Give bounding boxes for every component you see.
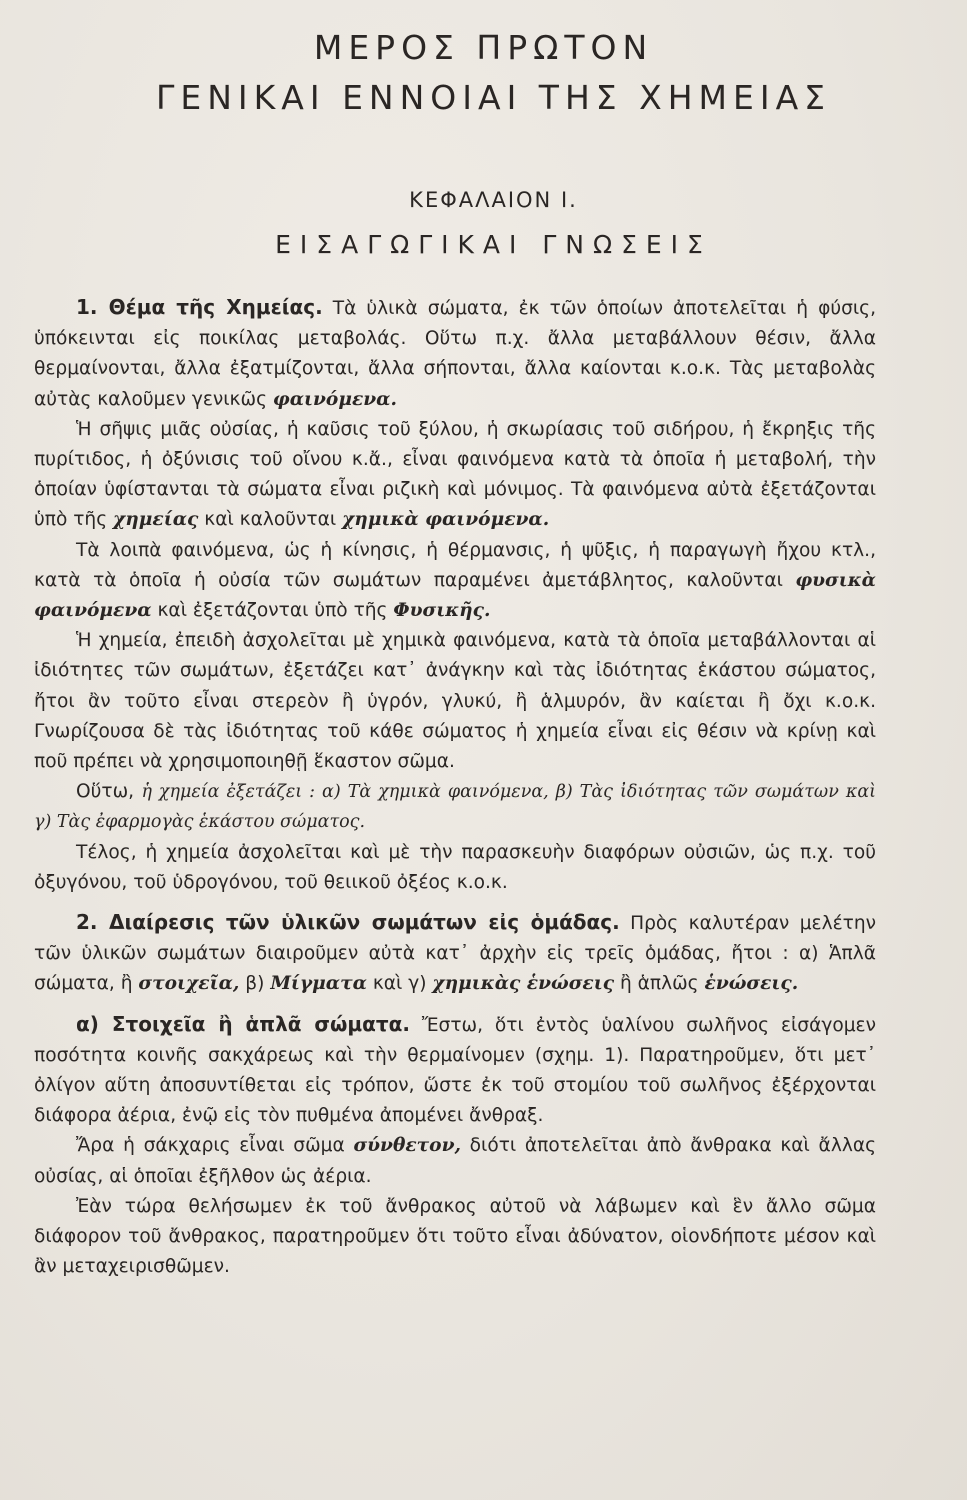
section-1-paragraph-2	[34, 415, 876, 536]
chapter-label: ΚΕΦΑΛΑΙΟΝ Ι.	[409, 188, 578, 212]
main-title: ΓΕΝΙΚΑΙ ΕΝΝΟΙΑΙ ΤΗΣ ΧΗΜΕΙΑΣ	[155, 78, 832, 117]
term-chemistry: χημείας	[113, 509, 199, 531]
subsection-a-paragraph-1	[34, 1009, 876, 1132]
body-text	[34, 292, 876, 1283]
subsection-a-heading: α) Στοιχεῖα ἢ ἁπλᾶ σώματα.	[76, 1011, 410, 1036]
term-phenomena: φαινόμενα.	[272, 388, 397, 410]
section-1-paragraph-5	[34, 777, 876, 837]
term-compound: σύνθετον,	[353, 1135, 461, 1157]
section-1-paragraph-3	[34, 536, 876, 627]
text-run: διότι ἀποτελεῖται ἀπὸ ἄνθρακα καὶ ἄλλας οὐσίας, αἱ ὁποῖαι ἐξῆλθον ὡς ἀέρια.	[34, 1135, 876, 1187]
term-chemical-compounds: χημικὰς ἑνώσεις	[432, 973, 615, 995]
section-1-paragraph-6: Τέλος, ἡ χημεία ἀσχολεῖται καὶ μὲ τὴν παρασκευὴν διαφόρων οὐσιῶν, ὡς π.χ. τοῦ ὀξυγόνου, τοῦ ὑδρογόνου, τοῦ θειικοῦ ὀξέος κ.ο.κ.	[34, 841, 876, 893]
italic-summary: ἡ χημεία ἐξετάζει : α) Τὰ χημικὰ φαινόμενα, β) Τὰς ἰδιότητας τῶν σωμάτων καὶ γ) Τὰς ἐφαρμογὰς ἑκάστου σώματος.	[34, 782, 877, 833]
section-1-heading: 1. Θέμα τῆς Χημείας.	[76, 295, 323, 319]
text-run: ἢ ἁπλῶς	[614, 973, 705, 995]
section-1-paragraph-1	[34, 292, 876, 415]
term-physical-phenomena: φυσικὰ φαινόμενα	[34, 569, 876, 622]
term-elements: στοιχεῖα,	[138, 973, 240, 995]
text-run: Ἡ σῆψις μιᾶς οὐσίας, ἡ καῦσις τοῦ ξύλου, ἡ σκωρίασις τοῦ σιδήρου, ἡ ἔκρηξις τῆς πυρίτιδος, ἡ ὀξύνισις τοῦ οἴνου κ.ἄ., εἶναι φαινόμενα κατὰ τὰ ὁποῖα ἡ μεταβολή, τὴν ὁποίαν ὑφίστανται τὰ σώματα εἶναι ριζικὴ καὶ μόνιμος. Τὰ φαινόμενα αὐτὰ ἐξετάζονται ὑπὸ τῆς	[34, 418, 876, 531]
section-2-heading: 2. Διαίρεσις τῶν ὑλικῶν σωμάτων εἰς ὁμάδας.	[76, 910, 620, 935]
term-chemical-phenomena: χημικὰ φαινόμενα.	[342, 509, 550, 531]
section-1-paragraph-4: Ἡ χημεία, ἐπειδὴ ἀσχολεῖται μὲ χημικὰ φαινόμενα, κατὰ τὰ ὁποῖα μεταβάλλονται αἱ ἰδιότητες τῶν σωμάτων, ἐξετάζει κατ᾽ ἀνάγκην καὶ τὰς ἰδιότητας ἑκάστου σώματος, ἤτοι ἂν τοῦτο εἶναι στερεὸν ἢ ὑγρόν, γλυκύ, ἢ ἁλμυρόν, ἂν καίεται ἢ ὄχι κ.ο.κ. Γνωρίζουσα δὲ τὰς ἰδιότητας τοῦ κάθε σώματος ἡ χημεία εἶναι εἰς θέσιν νὰ κρίνῃ καὶ ποῦ πρέπει νὰ χρησιμοποιηθῇ ἕκαστον σῶμα.	[34, 630, 876, 773]
term-mixtures: Μίγματα	[270, 973, 367, 995]
part-title: ΜΕΡΟΣ ΠΡΩΤΟΝ	[313, 28, 654, 67]
chapter-title: ΕΙΣΑΓΩΓΙΚΑΙ ΓΝΩΣΕΙΣ	[275, 230, 712, 259]
text-run: Ἔστω, ὅτι ἐντὸς ὑαλίνου σωλῆνος εἰσάγομεν ποσότητα κοινῆς σακχάρεως καὶ τὴν θερμαίνομεν (σχημ. 1). Παρατηροῦμεν, ὅτι μετ᾽ ὀλίγον αὕτη ἀποσυντίθεται εἰς τρόπον, ὥστε ἐκ τοῦ στομίου τοῦ σωλῆνος ἐξέρχονται διάφορα ἀέρια, ἐνῷ εἰς τὸν πυθμένα ἀπομένει ἄνθραξ.	[34, 1014, 876, 1127]
subsection-a-paragraph-3: Ἐὰν τώρα θελήσωμεν ἐκ τοῦ ἄνθρακος αὐτοῦ νὰ λάβωμεν καὶ ἓν ἄλλο σῶμα διάφορον τοῦ ἄνθρακος, παρατηροῦμεν ὅτι τοῦτο εἶναι ἀδύνατον, οἱονδήποτε μέσον καὶ ἂν μεταχειρισθῶμεν.	[34, 1195, 876, 1278]
term-compounds: ἑνώσεις.	[704, 973, 799, 995]
text-run: Πρὸς καλυτέραν μελέτην τῶν ὑλικῶν σωμάτων διαιροῦμεν αὐτὰ κατ᾽ ἀρχὴν εἰς τρεῖς ὁμάδας, ἤτοι : α) Ἁπλᾶ σώματα, ἢ	[34, 913, 876, 995]
text-run: Ἄρα ἡ σάκχαρις εἶναι σῶμα	[76, 1135, 354, 1157]
text-run: καὶ καλοῦνται	[198, 509, 343, 531]
text-run: καὶ γ)	[366, 973, 433, 995]
text-run: Τὰ ὑλικὰ σώματα, ἐκ τῶν ὁποίων ἀποτελεῖται ἡ φύσις, ὑπόκεινται εἰς ποικίλας μεταβολάς. Οὕτω π.χ. ἄλλα μεταβάλλουν θέσιν, ἄλλα θερμαίνονται, ἄλλα ἐξατμίζονται, ἄλλα σήπονται, ἄλλα καίονται κ.ο.κ. Τὰς μεταβολὰς αὐτὰς καλοῦμεν γενικῶς	[34, 298, 876, 410]
text-run: καὶ ἐξετάζονται ὑπὸ τῆς	[151, 600, 394, 622]
term-physics: Φυσικῆς.	[393, 600, 491, 622]
subsection-a-paragraph-2	[34, 1131, 876, 1191]
text-run: Τὰ λοιπὰ φαινόμενα, ὡς ἡ κίνησις, ἡ θέρμανσις, ἡ ψῦξις, ἡ παραγωγὴ ἤχου κτλ., κατὰ τὰ ὁποῖα ἡ οὐσία τῶν σωμάτων παραμένει ἀμετάβλητος, καλοῦνται	[34, 539, 876, 591]
section-2-paragraph-1	[34, 907, 876, 1000]
text-run: β)	[239, 973, 271, 995]
text-run: Οὕτω,	[76, 781, 142, 803]
